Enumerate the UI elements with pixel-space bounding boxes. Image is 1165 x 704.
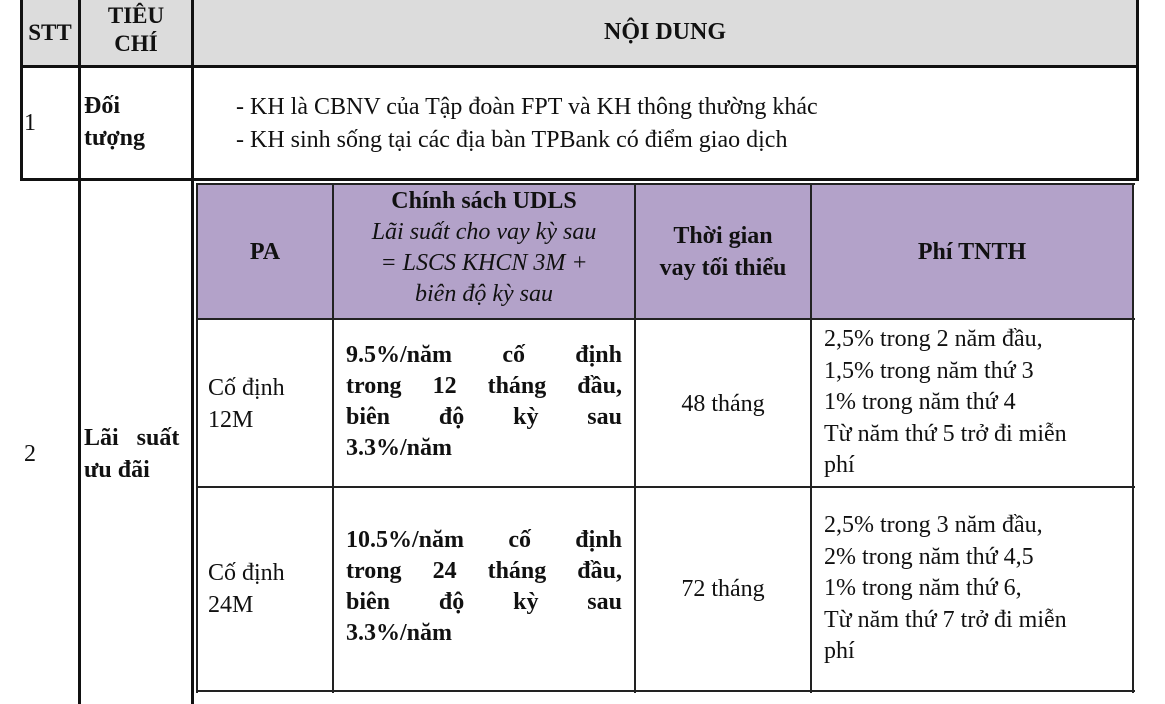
inner-header-policy: Chính sách UDLS Lãi suất cho vay kỳ sau = LSCS KHCN 3M + biên độ kỳ sau — [371, 188, 597, 307]
header-noi-dung: NỘI DUNG — [603, 19, 726, 45]
row1-content-line: - KH sinh sống tại các địa bàn TPBank có điểm giao dịch — [236, 127, 788, 153]
inner-header-fee: Phí TNTH — [917, 239, 1027, 265]
inner-row2-policy: 10.5%/năm cố định trong 24 tháng đầu, biên độ kỳ sau 3.3%/năm — [346, 527, 622, 646]
inner-row1-pa: Cố định 12M — [208, 375, 285, 433]
inner-row1-min-term: 48 tháng — [681, 391, 765, 417]
inner-row2-fee: 2,5% trong 3 năm đầu, 2% trong năm thứ 4,5 1% trong năm thứ 6, Từ năm thứ 7 trở đi miễn phí — [824, 512, 1067, 664]
header-tieu-chi: TIÊU CHÍ — [107, 3, 165, 56]
inner-row1-fee: 2,5% trong 2 năm đầu, 1,5% trong năm thứ 3 1% trong năm thứ 4 Từ năm thứ 5 trở đi miễn phí — [824, 326, 1067, 478]
row1-content — [236, 91, 818, 157]
row1-criteria: Đối tượng — [84, 93, 146, 151]
inner-row1-policy: 9.5%/năm cố định trong 12 tháng đầu, biên độ kỳ sau 3.3%/năm — [346, 342, 622, 461]
inner-header-pa: PA — [249, 239, 281, 265]
row2-stt: 2 — [24, 441, 36, 467]
header-stt: STT — [28, 20, 72, 45]
row2-criteria: Lãi suất ưu đãi — [84, 425, 180, 483]
row1-stt: 1 — [24, 110, 36, 136]
inner-header-min-term: Thời gian vay tối thiểu — [659, 223, 787, 281]
inner-row2-pa: Cố định 24M — [208, 560, 285, 618]
row1-content-line: - KH là CBNV của Tập đoàn FPT và KH thông thường khác — [236, 94, 818, 120]
inner-row2-min-term: 72 tháng — [681, 576, 765, 602]
